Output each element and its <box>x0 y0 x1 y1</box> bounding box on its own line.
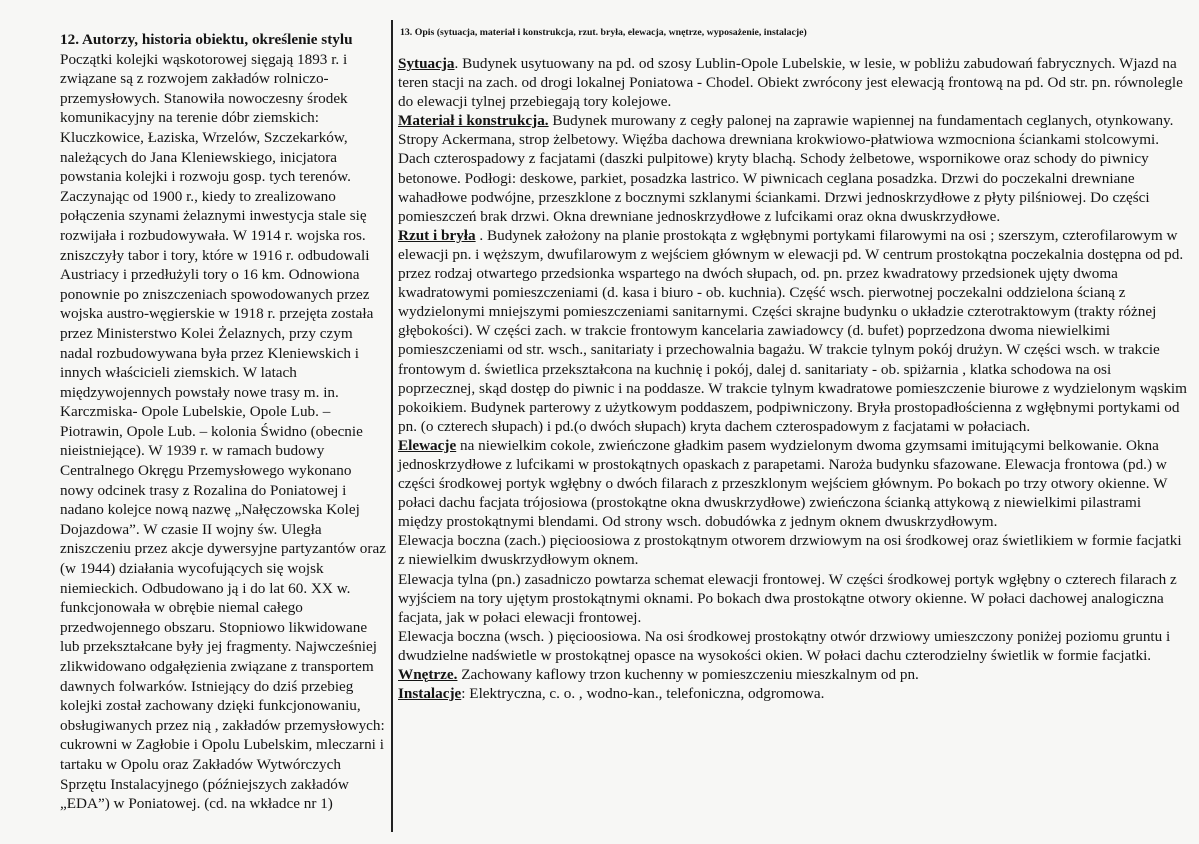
elewacja-wsch: Elewacja boczna (wsch. ) pięcioosiowa. Na osi środkowej prostokątny otwór drzwiowy umieszczony poniżej poziomu gruntu i dwudzielne nadświetle w prostokątnej opasce na wysokości okien. W połaci dachu czterodzielny świetlik w formie facjatki. <box>398 627 1171 664</box>
text-instalacje: : Elektryczna, c. o. , wodno-kan., telefoniczna, odgromowa. <box>461 685 825 703</box>
column-divider <box>391 20 393 832</box>
text-wnetrze: Zachowany kaflowy trzon kuchenny w pomieszczeniu mieszkalnym od pn. <box>457 666 919 683</box>
section-elewacje <box>398 436 1188 531</box>
description-body <box>398 54 1188 703</box>
section-wnetrze <box>398 665 1188 684</box>
left-column <box>60 30 388 814</box>
elewacja-tylna: Elewacja tylna (pn.) zasadniczo powtarza schemat elewacji frontowej. W części środkowej portyk wgłębny o czterech filarach z wyjściem na tory ujętym prostokątnymi oknami. Po bokach dwa prostokątne otwory okienne. W połaci dachowej analogiczna facjata, jak w połaci elewacji frontowej. <box>398 570 1177 626</box>
text-rzut: . Budynek założony na planie prostokąta z wgłębnymi portykami filarowymi na osi ; szerszym, czterofilarowym w elewacji pn. i węższym, dwufilarowym z wejściem głównym w elewacji pd. W centrum prostokątna poczekalnia dostępna od pd. przez rodzaj otwartego przedsionka wspartego na dwóch słupach, od. pn. przez kwadratowy przedsionek ujęty dwoma kwadratowymi pomieszczeniami (d. kasa i biuro - ob. kuchnia). Część wsch. pierwotnej poczekalni oddzielona ścianą z wydzielonymi mniejszymi pomieszczeniami sanitarnymi. Części skrajne budynku o układzie czterotraktowym (trakty różnej głębokości). W części zach. w trakcie frontowym kancelaria zawiadowcy (d. bufet) poprzedzona dwoma niewielkimi pomieszczeniami od str. wsch., sanitariaty i przechowalnia bagażu. W trakcie tylnym pokój drużyn. W części wsch. w trakcie frontowym d. świetlica przekształcona na kuchnię i pokój, dalej d. sanitariaty - ob. spiżarnia , klatka schodowa na osi poprzecznej, skąd dostęp do piwnic i na poddasze. W trakcie tylnym kwadratowe pomieszczenie biurowe z wydzielonym wąskim pokoikiem. Budynek parterowy z użytkowym poddaszem, podpiwniczony. Bryła prostopadłościenna z wgłębnymi portykami od pn. (o czterech słupach) i pd.(o dwóch słupach) kryta dachem czterospadowym z facjatami w połaciach. <box>398 226 1187 435</box>
label-elewacje: Elewacje <box>398 436 457 454</box>
section-rzut <box>398 226 1188 436</box>
right-column <box>398 26 1188 703</box>
description-heading: 13. Opis (sytuacja, materiał i konstrukcja, rzut. bryła, elewacja, wnętrze, wyposażenie, instalacje) <box>400 27 807 38</box>
section-instalacje <box>398 684 1188 703</box>
history-heading: 12. Autorzy, historia obiektu, określenie stylu <box>60 31 353 48</box>
history-text: Początki kolejki wąskotorowej sięgają 1893 r. i związane są z rozwojem zakładów rolniczo-przemysłowych. Stanowiła nowoczesny środek komunikacyjny na terenie dóbr ziemskich: Kluczkowice, Łaziska, Wrzelów, Szczekarków, należących do Jana Kleniewskiego, inicjatora powstania kolejki i rozwoju gosp. tych terenów. Zaczynając od 1900 r., kiedy to zrealizowano połączenia szynami żelaznymi inwestycja stale się rozwijała i rozbudowywała. W 1914 r. wojska ros. zniszczyły tabor i tory, które w 1916 r. odbudowali Austriacy i przedłużyli tory o 16 km. Odnowiona ponownie po zniszczeniach spowodowanych przez wojska austro-węgierskie w 1918 r. przejęta została przez Ministerstwo Kolei Żelaznych, przy czym nadal rozbudowywana była przez Kleniewskich i innych właścicieli ziemskich. W latach międzywojennych powstały nowe trasy m. in. Karczmiska- Opole Lubelskie, Opole Lub. – Piotrawin, Opole Lub. – kolonia Świdno (obecnie nieistniejące). W 1939 r. w ramach budowy Centralnego Okręgu Przemysłowego wykonano nowy odcinek trasy z Rozalina do Poniatowej i nadano kolejce nową nazwę „Nałęczowska Kolej Dojazdowa”. W czasie II wojny św. Uległa zniszczeniu przez akcje dywersyjne partyzantów oraz (w 1944) działania wycofujących się wojsk niemieckich. Odbudowano ją i do lat 60. XX w. funkcjonowała w obrębie niemal całego przedwojennego obszaru. Stopniowo likwidowane lub przekształcane były jej fragmenty. Najwcześniej zlikwidowano odgałęzienia związane z transportem dawnych folwarków. Istniejący do dziś przebieg kolejki został zachowany dzięki funkcjonowaniu, obsługiwanych przez nią , zakładów przemysłowych: cukrowni w Zagłobie i Opolu Lubelskim, mleczarni i tartaku w Opolu oraz Zakładów Wytwórczych Sprzętu Instalacyjnego (późniejszych zakładów „EDA”) w Poniatowej. (cd. na wkładce nr 1) <box>60 50 386 813</box>
elewacja-zach: Elewacja boczna (zach.) pięcioosiowa z prostokątnym otworem drzwiowym na osi środkowej oraz świetlikiem w formie facjatki z niewielkim dwuskrzydłowym oknem. <box>398 532 1182 569</box>
label-rzut: Rzut i bryła <box>398 226 476 244</box>
section-material <box>398 111 1188 226</box>
text-elewacje: na niewielkim cokole, zwieńczone gładkim pasem wydzielonym dwoma gzymsami imitującymi belkowanie. Okna jednoskrzydłowe z lufcikami w prostokątnych opaskach z parapetami. Naroża budynku sfazowane. Elewacja frontowa (pd.) w części środkowej portyk wgłębny o dwóch filarach z przeszklonym wejściem głównym. Po bokach po trzy otwory okienne. W połaci dachu facjata trójosiowa (prostokątne okna dwuskrzydłowe) zwieńczona ścianką attykową z niewielkimi pilastrami między prostokątnymi blendami. Od strony wsch. dobudówka z jednym oknem dwuskrzydłowym. <box>398 436 1168 531</box>
label-wnetrze: Wnętrze. <box>398 666 458 683</box>
label-sytuacja: Sytuacja <box>398 55 455 72</box>
text-material: Budynek murowany z cegły palonej na zaprawie wapiennej na fundamentach ceglanych, otynkowany. Stropy Ackermana, strop żelbetowy. Więźba dachowa drewniana krokwiowo-płatwiowa wzmocniona ściankami stolcowymi. Dach czterospadowy z facjatami (daszki pulpitowe) kryty blachą. Schody żelbetowe, wspornikowe oraz schody do piwnicy betonowe. Podłogi: deskowe, parkiet, posadzka lastrico. W piwnicach ceglana posadzka. Drzwi do poczekalni drewniane wahadłowe podwójne, przeszklone z bocznymi szklanymi ściankami. Drzwi jednoskrzydłowe z płyty pilśniowej. Do części pomieszczeń brak drzwi. Okna drewniane jednoskrzydłowe z lufcikami oraz okna dwuskrzydłowe. <box>398 112 1174 225</box>
label-instalacje: Instalacje <box>398 685 462 703</box>
text-sytuacja: . Budynek usytuowany na pd. od szosy Lublin-Opole Lubelskie, w lesie, w pobliżu zabudowań fabrycznych. Wjazd na teren stacji na zach. od drogi lokalnej Poniatowa - Chodel. Obiekt zwrócony jest elewacją frontową na pd. Od str. pn. równolegle do elewacji tylnej przebiegają tory kolejowe. <box>398 55 1183 111</box>
label-material: Materiał i konstrukcja. <box>398 112 549 130</box>
section-sytuacja <box>398 54 1188 111</box>
